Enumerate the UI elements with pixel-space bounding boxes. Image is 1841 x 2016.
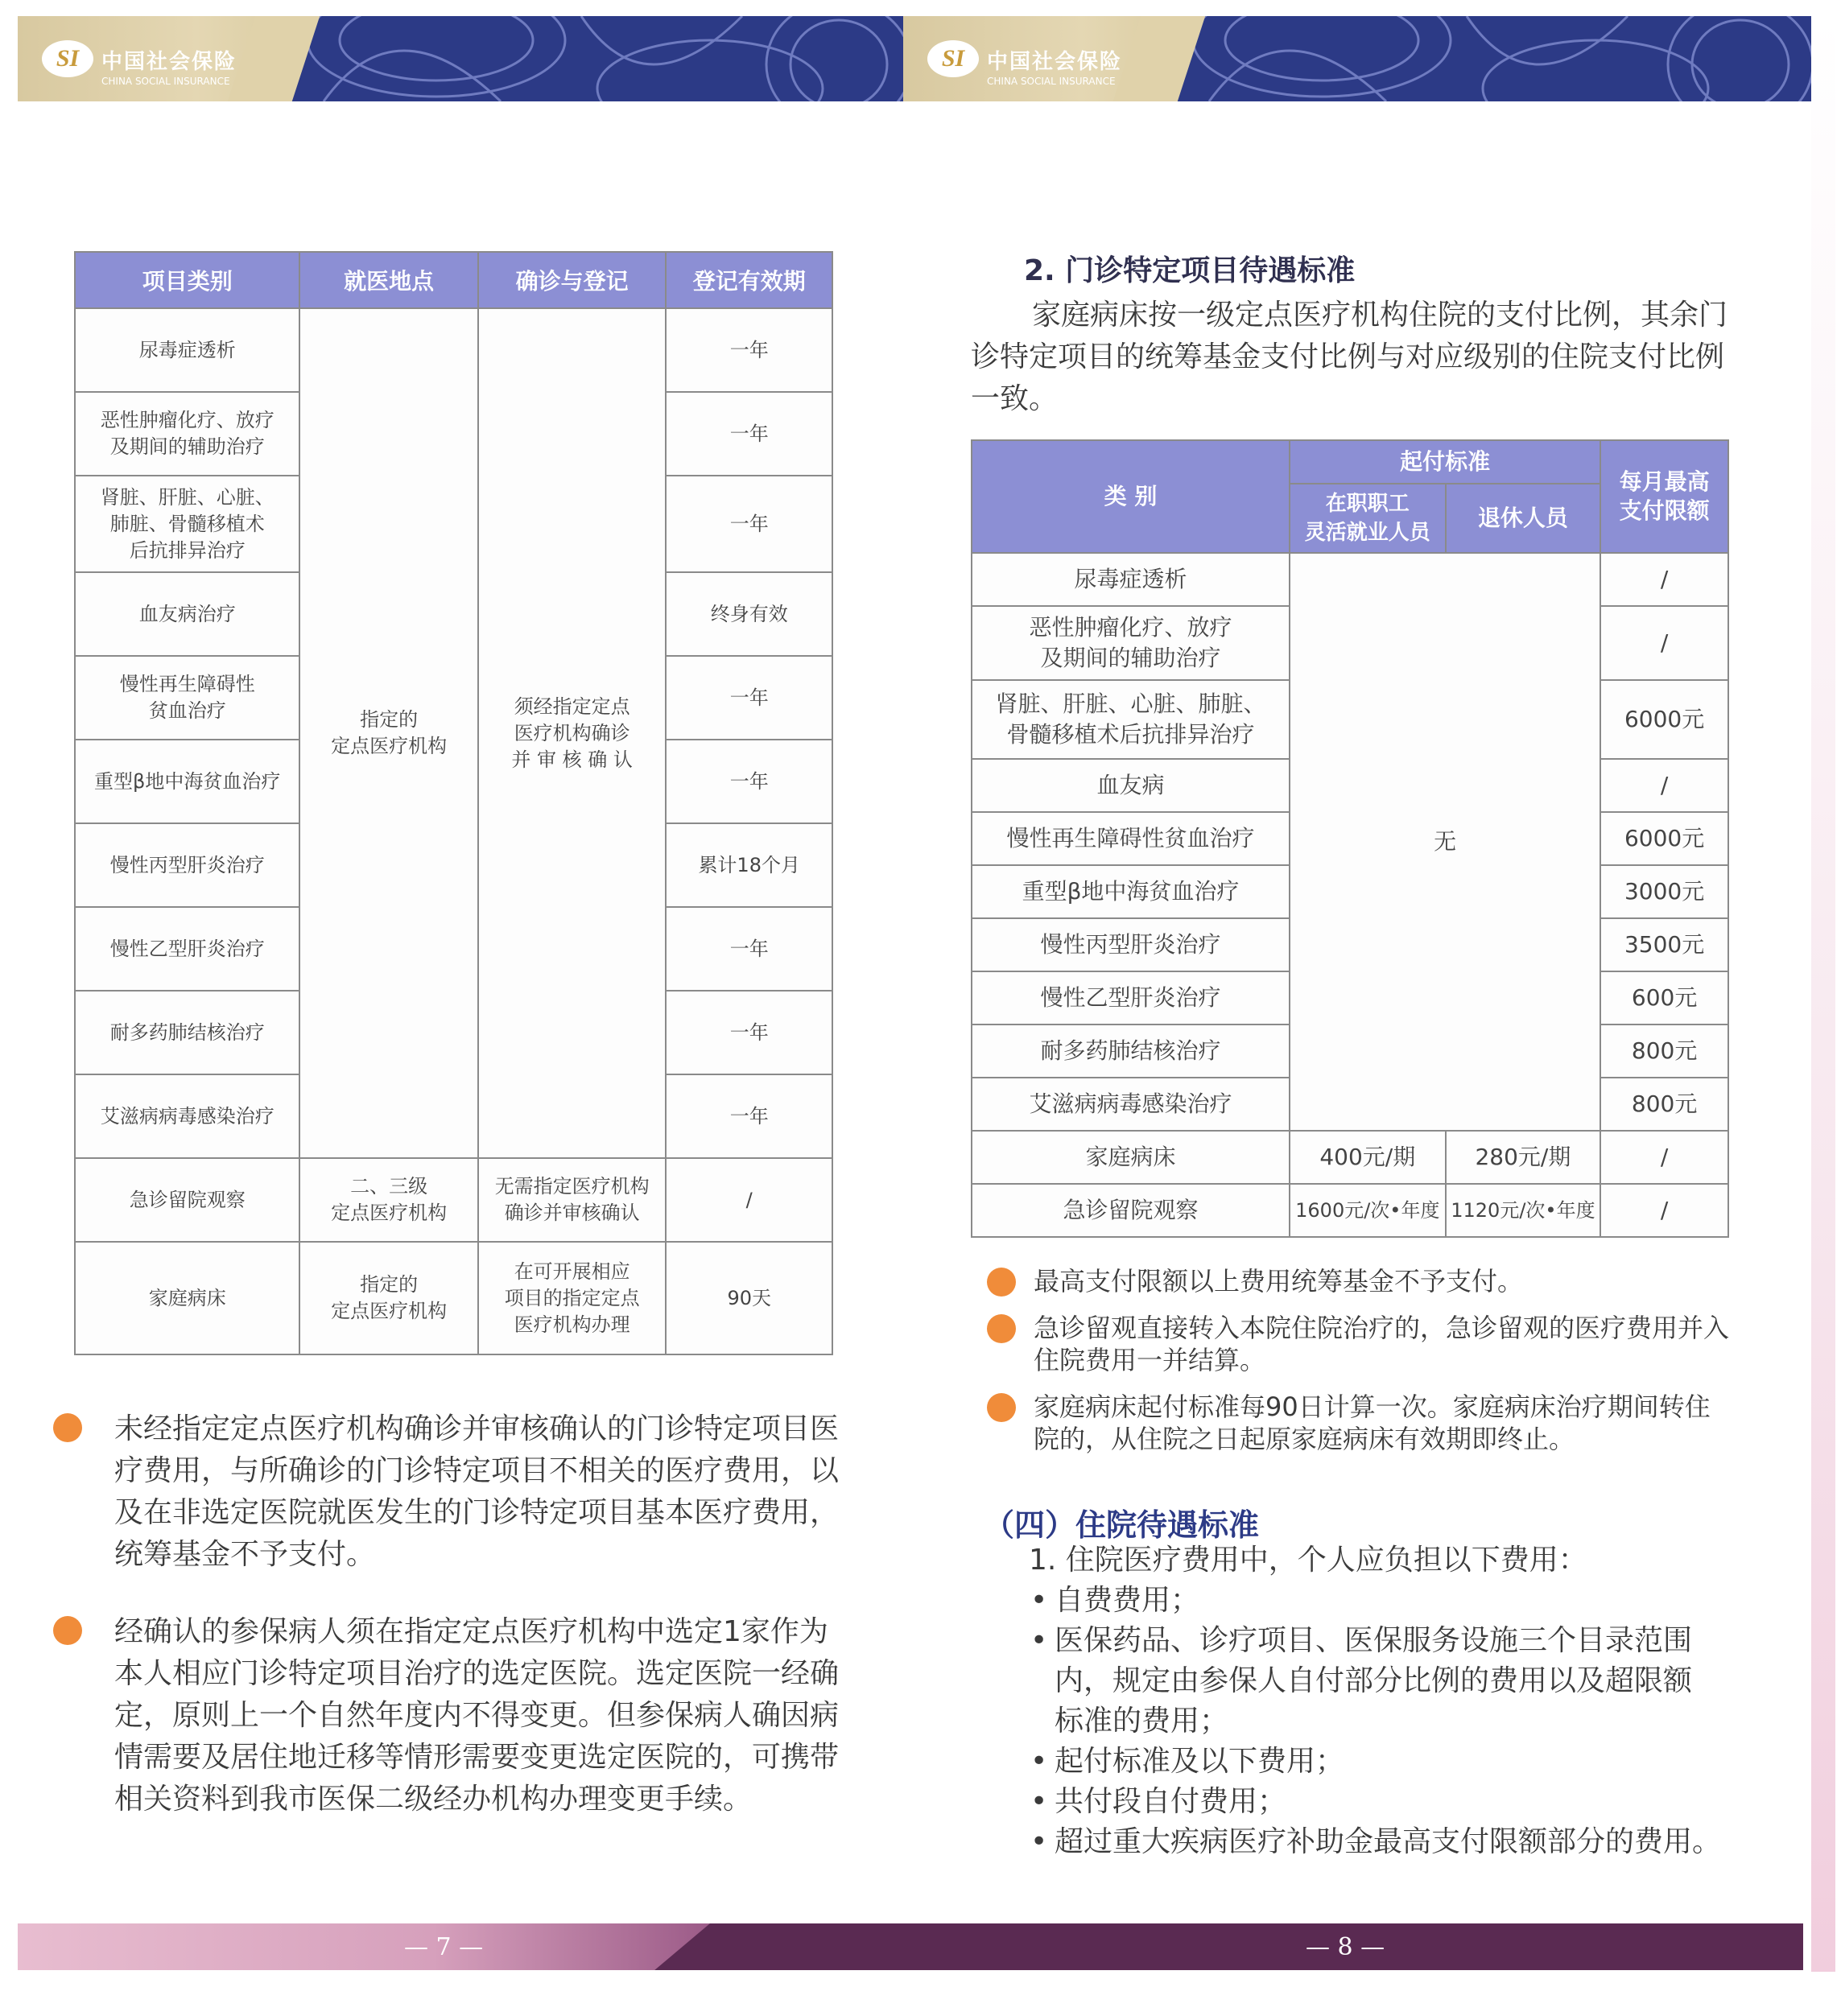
list-item-text: 共付段自付费用； — [1055, 1785, 1287, 1818]
header-category: 类 别 — [972, 440, 1290, 553]
row-validity: 终身有效 — [666, 572, 832, 656]
row-validity: 一年 — [666, 392, 832, 476]
header-confirm: 确诊与登记 — [478, 252, 666, 308]
list-item — [1030, 1581, 1739, 1621]
row-category: 重型β地中海贫血治疗 — [75, 740, 299, 823]
row-category: 艾滋病病毒感染治疗 — [75, 1074, 299, 1158]
row-category: 血友病治疗 — [75, 572, 299, 656]
orange-bullet-icon — [987, 1393, 1016, 1422]
list-item-text: 起付标准及以下费用； — [1055, 1745, 1345, 1778]
list-item — [1030, 1621, 1739, 1742]
list-item — [1030, 1742, 1739, 1782]
note-home-bed — [987, 1391, 1736, 1455]
row-validity: 一年 — [666, 1074, 832, 1158]
page-number-right: — 8 — — [1306, 1933, 1385, 1961]
orange-bullet-icon — [53, 1413, 82, 1442]
treatment-standard-table — [971, 439, 1729, 1238]
row-category: 肾脏、肝脏、心脏、 肺脏、骨髓移植术 后抗排异治疗 — [75, 476, 299, 572]
row-employed: 1600元/次•年度 — [1290, 1184, 1446, 1237]
header-category: 项目类别 — [75, 252, 299, 308]
merged-location: 指定的 定点医疗机构 — [299, 308, 478, 1158]
header-location: 就医地点 — [299, 252, 478, 308]
orange-bullet-icon — [53, 1616, 82, 1645]
row-category: 慢性乙型肝炎治疗 — [972, 971, 1290, 1024]
footer-band — [18, 1923, 1803, 1970]
note-emergency-transfer — [987, 1312, 1736, 1376]
row-category: 急诊留院观察 — [75, 1158, 299, 1242]
inpatient-item-1: 1. 住院医疗费用中，个人应负担以下费用： — [1029, 1544, 1587, 1577]
page-edge — [1811, 16, 1835, 1972]
page-number-left: — 7 — — [404, 1933, 484, 1961]
merged-confirm: 须经指定定点 医疗机构确诊 并 审 核 确 认 — [478, 308, 666, 1158]
row-category: 艾滋病病毒感染治疗 — [972, 1078, 1290, 1131]
table-header-row — [75, 252, 832, 308]
row-retired: 280元/期 — [1446, 1131, 1601, 1184]
inpatient-title: （四）住院待遇标准 — [984, 1507, 1260, 1543]
row-category: 耐多药肺结核治疗 — [75, 991, 299, 1074]
note-text: 急诊留观直接转入本院住院治疗的，急诊留观的医疗费用并入住院费用一并结算。 — [1034, 1313, 1730, 1375]
row-category: 慢性丙型肝炎治疗 — [972, 918, 1290, 971]
row-category: 肾脏、肝脏、心脏、肺脏、 骨髓移植术后抗排异治疗 — [972, 680, 1290, 759]
row-category: 家庭病床 — [972, 1131, 1290, 1184]
dot-bullet-icon: • — [1030, 1825, 1048, 1858]
row-confirm: 在可开展相应 项目的指定定点 医疗机构办理 — [478, 1242, 666, 1354]
row-category: 慢性丙型肝炎治疗 — [75, 823, 299, 907]
section-intro: 家庭病床按一级定点医疗机构住院的支付比例，其余门诊特定项目的统筹基金支付比例与对应级别的住院支付比例一致。 — [971, 299, 1728, 415]
dot-bullet-icon: • — [1030, 1745, 1048, 1778]
row-validity: 90天 — [666, 1242, 832, 1354]
orange-bullet-icon — [987, 1314, 1016, 1343]
list-item-text: 超过重大疾病医疗补助金最高支付限额部分的费用。 — [1055, 1825, 1722, 1858]
row-limit: 6000元 — [1600, 812, 1728, 865]
table-row — [972, 1184, 1728, 1237]
row-limit: / — [1600, 1131, 1728, 1184]
logo-block — [18, 16, 274, 101]
dot-bullet-icon: • — [1030, 1624, 1048, 1657]
table-row — [75, 1158, 832, 1242]
note-text: 家庭病床起付标准每90日计算一次。家庭病床治疗期间转住院的，从住院之日起原家庭病床有效期即终止。 — [1034, 1391, 1711, 1454]
si-logo-icon: SI — [927, 40, 979, 77]
row-limit: 6000元 — [1600, 680, 1728, 759]
row-category: 耐多药肺结核治疗 — [972, 1024, 1290, 1078]
inpatient-bullet-list — [1030, 1581, 1739, 1862]
dot-bullet-icon: • — [1030, 1785, 1048, 1818]
table-header-row — [972, 440, 1728, 484]
row-validity: 一年 — [666, 476, 832, 572]
row-limit: 800元 — [1600, 1024, 1728, 1078]
row-limit: 800元 — [1600, 1078, 1728, 1131]
row-validity: 累计18个月 — [666, 823, 832, 907]
row-retired: 1120元/次•年度 — [1446, 1184, 1601, 1237]
list-item — [1030, 1822, 1739, 1862]
row-category: 家庭病床 — [75, 1242, 299, 1354]
row-limit: / — [1600, 1184, 1728, 1237]
row-limit: 3000元 — [1600, 865, 1728, 918]
note-unconfirmed-costs — [53, 1408, 842, 1576]
logo-english-text: CHINA SOCIAL INSURANCE — [987, 76, 1116, 87]
row-location: 二、三级 定点医疗机构 — [299, 1158, 478, 1242]
table-row — [972, 553, 1728, 606]
note-text: 未经指定定点医疗机构确诊并审核确认的门诊特定项目医疗费用，与所确诊的门诊特定项目不相关的医疗费用，以及在非选定医院就医发生的门诊特定项目基本医疗费用，统筹基金不予支付。 — [114, 1412, 840, 1571]
note-max-limit — [987, 1265, 1736, 1297]
table-row — [75, 308, 832, 392]
row-category: 慢性乙型肝炎治疗 — [75, 907, 299, 991]
note-text: 最高支付限额以上费用统筹基金不予支付。 — [1034, 1266, 1524, 1297]
footer-pink-wave — [18, 1923, 710, 1970]
si-logo-icon: SI — [42, 40, 93, 77]
row-category: 慢性再生障碍性贫血治疗 — [972, 812, 1290, 865]
row-category: 尿毒症透析 — [972, 553, 1290, 606]
dot-bullet-icon: • — [1030, 1584, 1048, 1617]
table-row — [75, 1242, 832, 1354]
header-retired: 退休人员 — [1446, 484, 1601, 553]
list-item-text: 医保药品、诊疗项目、医保服务设施三个目录范围内，规定由参保人自付部分比例的费用以及超限额标准的费用； — [1055, 1624, 1693, 1738]
row-category: 慢性再生障碍性 贫血治疗 — [75, 656, 299, 740]
header-validity: 登记有效期 — [666, 252, 832, 308]
orange-bullet-icon — [987, 1268, 1016, 1297]
list-item — [1030, 1782, 1739, 1822]
row-category: 尿毒症透析 — [75, 308, 299, 392]
header-monthly-limit: 每月最高 支付限额 — [1600, 440, 1728, 553]
row-validity: / — [666, 1158, 832, 1242]
row-limit: / — [1600, 553, 1728, 606]
row-validity: 一年 — [666, 907, 832, 991]
row-category: 重型β地中海贫血治疗 — [972, 865, 1290, 918]
row-location: 指定的 定点医疗机构 — [299, 1242, 478, 1354]
row-category: 恶性肿瘤化疗、放疗 及期间的辅助治疗 — [75, 392, 299, 476]
table-row — [972, 1131, 1728, 1184]
logo-chinese-text: 中国社会保险 — [987, 50, 1123, 74]
list-item-text: 自费费用； — [1055, 1584, 1200, 1617]
section-title: 2. 门诊特定项目待遇标准 — [1024, 254, 1356, 287]
header-banner-right — [903, 16, 1821, 101]
header-employed: 在职职工 灵活就业人员 — [1290, 484, 1446, 553]
header-deductible: 起付标准 — [1290, 440, 1600, 484]
row-limit: / — [1600, 759, 1728, 812]
logo-chinese-text: 中国社会保险 — [101, 50, 237, 74]
row-validity: 一年 — [666, 740, 832, 823]
note-text: 经确认的参保病人须在指定定点医疗机构中选定1家作为本人相应门诊特定项目治疗的选定医院。选定医院一经确定，原则上一个自然年度内不得变更。但参保病人确因病情需要及居住地迁移等情形需要变更选定医院的，可携带相关资料到我市医保二级经办机构办理变更手续。 — [114, 1615, 840, 1816]
merged-deductible: 无 — [1290, 553, 1600, 1131]
row-validity: 一年 — [666, 656, 832, 740]
row-limit: 3500元 — [1600, 918, 1728, 971]
row-category: 血友病 — [972, 759, 1290, 812]
row-category: 急诊留院观察 — [972, 1184, 1290, 1237]
header-banner-left — [18, 16, 903, 101]
row-confirm: 无需指定医疗机构 确诊并审核确认 — [478, 1158, 666, 1242]
row-limit: / — [1600, 606, 1728, 680]
row-validity: 一年 — [666, 991, 832, 1074]
row-employed: 400元/期 — [1290, 1131, 1446, 1184]
row-limit: 600元 — [1600, 971, 1728, 1024]
note-selected-hospital — [53, 1611, 842, 1820]
logo-block — [903, 16, 1159, 101]
row-validity: 一年 — [666, 308, 832, 392]
logo-english-text: CHINA SOCIAL INSURANCE — [101, 76, 230, 87]
row-category: 恶性肿瘤化疗、放疗 及期间的辅助治疗 — [972, 606, 1290, 680]
registration-table — [74, 251, 833, 1355]
